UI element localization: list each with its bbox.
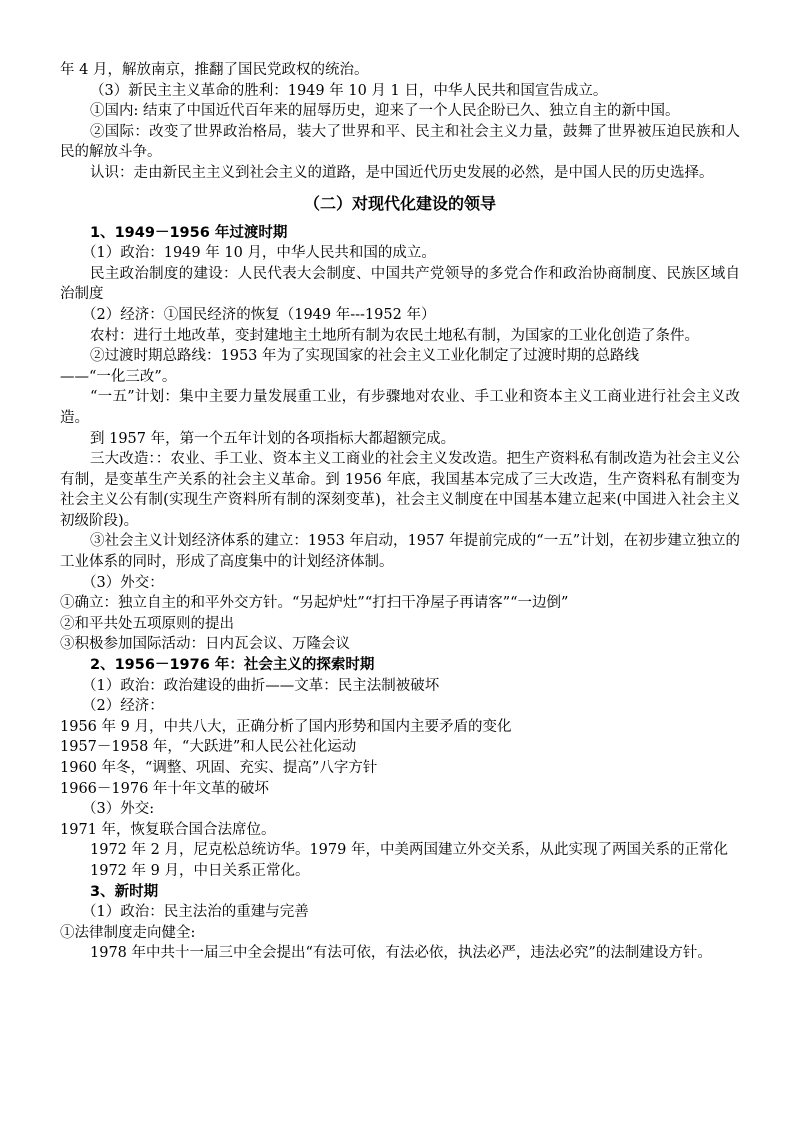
paragraph: ①法律制度走向健全:	[60, 924, 196, 941]
paragraph: ②国际：改变了世界政治格局，装大了世界和平、民主和社会主义力量，鼓舞了世界被压迫民族和人民的解放斗争。	[60, 123, 740, 161]
paragraph: 年 4 月，解放南京，推翻了国民党政权的统治。	[60, 62, 369, 78]
paragraph: （1）政治：民主法治的重建与完善	[82, 904, 309, 921]
paragraph: 到 1957 年，第一个五年计划的各项指标大都超额完成。	[90, 430, 456, 447]
paragraph: ②和平共处五项原则的提出	[60, 615, 234, 632]
paragraph: （1）政治：政治建设的曲折——文革：民主法制被破坏	[82, 677, 440, 694]
paragraph: （2）经济：①国民经济的恢复（1949 年---1952 年）	[82, 306, 436, 323]
paragraph: ②过渡时期总路线：1953 年为了实现国家的社会主义工业化制定了过渡时期的总路线	[90, 348, 640, 365]
paragraph: ——“一化三改”。	[60, 368, 177, 385]
paragraph: 1978 年中共十一届三中全会提出“有法可依，有法必依，执法必严，违法必究”的法制建设方针。	[90, 945, 712, 962]
paragraph: （3）外交：	[82, 574, 164, 591]
paragraph: ③社会主义计划经济体系的建立：1953 年启动，1957 年提前完成的“一五”计划，在初步建立独立的工业体系的同时，形成了高度集中的计划经济体制。	[60, 533, 740, 571]
paragraph: 认识：走由新民主主义到社会主义的道路，是中国近代历史发展的必然，是中国人民的历史选择。	[90, 164, 714, 181]
paragraph: 1971 年，恢复联合国合法席位。	[60, 821, 276, 838]
paragraph: ①确立：独立自主的和平外交方针。“另起炉灶”“打扫干净屋子再请客”“一边倒”	[60, 595, 569, 612]
paragraph: 民主政治制度的建设：人民代表大会制度、中国共产党领导的多党合作和政治协商制度、民族区域自治制度	[60, 265, 740, 303]
paragraph: 1972 年 2 月，尼克松总统访华。1979 年，中美两国建立外交关系，从此实现了两国关系的正常化	[90, 842, 728, 859]
paragraph: （3）外交:	[82, 801, 155, 818]
paragraph: 1956 年 9 月，中共八大，正确分析了国内形势和国内主要矛盾的变化	[60, 718, 512, 735]
paragraph: 农村：进行土地改革，变封建地主土地所有制为农民土地私有制，为国家的工业化创造了条件。	[90, 327, 699, 344]
paragraph: 三大改造：：农业、手工业、资本主义工商业的社会主义发改造。把生产资料私有制改造为社会主义公有制，是变革生产关系的社会主义革命。到 1956 年底，我国基本完成了三大改造，生产资料私有制变为社会主义公有制(实现生产资料所有制的深刻变革)，社会主义制度在中国基本建立起来(中国进入社会主义初级阶段)。	[60, 451, 740, 529]
paragraph: 1960 年冬，“调整、巩固、充实、提高”八字方针	[60, 760, 378, 776]
paragraph: 1972 年 9 月，中日关系正常化。	[90, 862, 310, 879]
paragraph: （3）新民主主义革命的胜利：1949 年 10 月 1 日，中华人民共和国宣告成立。	[90, 82, 608, 99]
paragraph: （1）政治：1949 年 10 月，中华人民共和国的成立。	[82, 245, 436, 262]
document-page	[60, 60, 740, 964]
section-title: （二）对现代化建设的领导	[303, 193, 496, 213]
paragraph: 1966－1976 年十年文革的破坏	[60, 780, 269, 797]
paragraph: （2）经济：	[82, 698, 164, 715]
part2-heading: 2、1956－1976 年：社会主义的探索时期	[90, 657, 375, 674]
part1-heading: 1、1949－1956 年过渡时期	[90, 224, 288, 241]
paragraph: ①国内: 结束了中国近代百年来的屈辱历史，迎来了一个人民企盼已久、独立自主的新中国。	[90, 103, 680, 120]
paragraph: 1957－1958 年，“大跃进”和人民公社化运动	[60, 739, 357, 756]
paragraph: “一五”计划：集中主要力量发展重工业，有步骤地对农业、手工业和资本主义工商业进行社会主义改造。	[60, 389, 740, 426]
paragraph: ③积极参加国际活动：日内瓦会议、万隆会议	[60, 636, 350, 653]
part3-heading: 3、新时期	[90, 883, 159, 900]
